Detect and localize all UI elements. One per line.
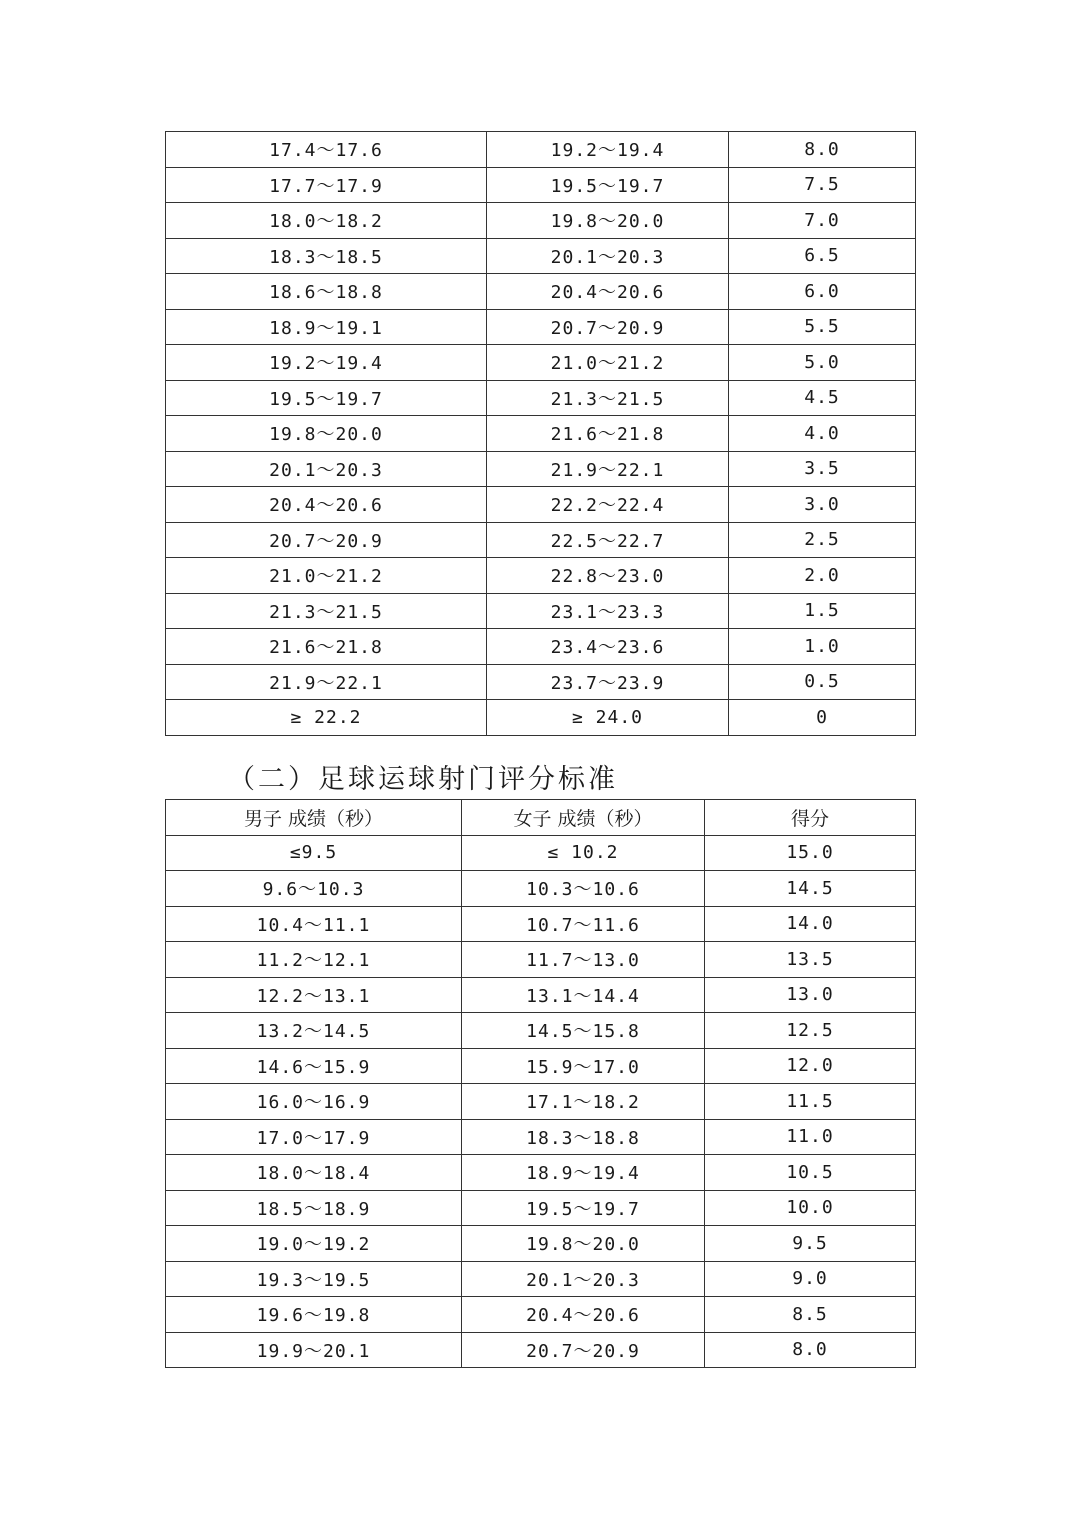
cell-score: 14.0 xyxy=(705,906,916,942)
cell-male-time: 21.9～22.1 xyxy=(166,664,487,700)
cell-female-time: 20.7～20.9 xyxy=(487,309,729,345)
cell-male-time: 19.2～19.4 xyxy=(166,345,487,381)
cell-score: 3.0 xyxy=(729,487,916,523)
table-row xyxy=(166,593,916,629)
cell-score: 13.5 xyxy=(705,942,916,978)
score-table-continued xyxy=(165,131,916,736)
table-row xyxy=(166,871,916,907)
table-row xyxy=(166,942,916,978)
table-row xyxy=(166,203,916,239)
cell-male-time: 17.7～17.9 xyxy=(166,167,487,203)
cell-male-time: 19.8～20.0 xyxy=(166,416,487,452)
cell-score: 0 xyxy=(729,700,916,736)
cell-score: 15.0 xyxy=(705,835,916,871)
cell-male-time: 11.2～12.1 xyxy=(166,942,462,978)
cell-male-time: 9.6～10.3 xyxy=(166,871,462,907)
cell-male-time: 13.2～14.5 xyxy=(166,1013,462,1049)
cell-score: 14.5 xyxy=(705,871,916,907)
table-row xyxy=(166,522,916,558)
table-row xyxy=(166,167,916,203)
table-row xyxy=(166,906,916,942)
cell-score: 9.0 xyxy=(705,1261,916,1297)
cell-female-time: 10.3～10.6 xyxy=(462,871,705,907)
cell-score: 3.5 xyxy=(729,451,916,487)
cell-female-time: 20.7～20.9 xyxy=(462,1332,705,1368)
table-row xyxy=(166,1013,916,1049)
cell-score: 1.0 xyxy=(729,629,916,665)
header-female-time: 女子 成绩（秒） xyxy=(462,800,705,836)
cell-female-time: 20.4～20.6 xyxy=(462,1297,705,1333)
table-row xyxy=(166,1261,916,1297)
cell-female-time: 20.1～20.3 xyxy=(462,1261,705,1297)
cell-score: 7.5 xyxy=(729,167,916,203)
cell-female-time: 11.7～13.0 xyxy=(462,942,705,978)
table-row xyxy=(166,1155,916,1191)
header-male-time: 男子 成绩（秒） xyxy=(166,800,462,836)
table-row xyxy=(166,345,916,381)
section-heading-football-dribble-shoot: （二）足球运球射门评分标准 xyxy=(228,764,618,795)
table-row xyxy=(166,664,916,700)
cell-male-time: 10.4～11.1 xyxy=(166,906,462,942)
cell-male-time: 19.9～20.1 xyxy=(166,1332,462,1368)
table-row xyxy=(166,274,916,310)
table-row xyxy=(166,1297,916,1333)
cell-female-time: 23.4～23.6 xyxy=(487,629,729,665)
table-row xyxy=(166,558,916,594)
table-row xyxy=(166,380,916,416)
cell-female-time: 23.1～23.3 xyxy=(487,593,729,629)
cell-score: 5.5 xyxy=(729,309,916,345)
cell-female-time: 21.6～21.8 xyxy=(487,416,729,452)
cell-female-time: 22.2～22.4 xyxy=(487,487,729,523)
cell-score: 10.5 xyxy=(705,1155,916,1191)
football-dribble-shoot-score-table xyxy=(165,799,916,1368)
cell-male-time: 18.9～19.1 xyxy=(166,309,487,345)
cell-score: 5.0 xyxy=(729,345,916,381)
cell-male-time: 18.0～18.2 xyxy=(166,203,487,239)
cell-female-time: 17.1～18.2 xyxy=(462,1084,705,1120)
table-row xyxy=(166,238,916,274)
cell-female-time: 19.8～20.0 xyxy=(487,203,729,239)
cell-score: 4.0 xyxy=(729,416,916,452)
cell-male-time: 18.5～18.9 xyxy=(166,1190,462,1226)
cell-score: 6.0 xyxy=(729,274,916,310)
table-row xyxy=(166,1048,916,1084)
cell-male-time: ≤9.5 xyxy=(166,835,462,871)
cell-male-time: ≥ 22.2 xyxy=(166,700,487,736)
cell-female-time: 15.9～17.0 xyxy=(462,1048,705,1084)
cell-score: 8.0 xyxy=(705,1332,916,1368)
cell-score: 11.0 xyxy=(705,1119,916,1155)
table-header-row xyxy=(166,800,916,836)
table-row xyxy=(166,1084,916,1120)
cell-female-time: 20.1～20.3 xyxy=(487,238,729,274)
cell-score: 4.5 xyxy=(729,380,916,416)
football-dribble-shoot-score-table-body xyxy=(166,800,916,1368)
cell-score: 9.5 xyxy=(705,1226,916,1262)
cell-male-time: 18.0～18.4 xyxy=(166,1155,462,1191)
cell-score: 8.5 xyxy=(705,1297,916,1333)
cell-score: 2.5 xyxy=(729,522,916,558)
cell-male-time: 19.3～19.5 xyxy=(166,1261,462,1297)
cell-female-time: 19.5～19.7 xyxy=(487,167,729,203)
cell-score: 12.5 xyxy=(705,1013,916,1049)
cell-score: 6.5 xyxy=(729,238,916,274)
table-row xyxy=(166,629,916,665)
cell-female-time: 21.3～21.5 xyxy=(487,380,729,416)
cell-male-time: 12.2～13.1 xyxy=(166,977,462,1013)
table-row xyxy=(166,1226,916,1262)
table-row xyxy=(166,451,916,487)
cell-male-time: 16.0～16.9 xyxy=(166,1084,462,1120)
table-row xyxy=(166,1190,916,1226)
cell-male-time: 21.3～21.5 xyxy=(166,593,487,629)
cell-female-time: 23.7～23.9 xyxy=(487,664,729,700)
cell-score: 10.0 xyxy=(705,1190,916,1226)
cell-female-time: 14.5～15.8 xyxy=(462,1013,705,1049)
cell-male-time: 20.1～20.3 xyxy=(166,451,487,487)
cell-female-time: 18.3～18.8 xyxy=(462,1119,705,1155)
cell-male-time: 20.4～20.6 xyxy=(166,487,487,523)
cell-female-time: ≥ 24.0 xyxy=(487,700,729,736)
cell-female-time: 21.0～21.2 xyxy=(487,345,729,381)
cell-score: 0.5 xyxy=(729,664,916,700)
cell-male-time: 17.4～17.6 xyxy=(166,132,487,168)
cell-female-time: 20.4～20.6 xyxy=(487,274,729,310)
cell-female-time: 22.8～23.0 xyxy=(487,558,729,594)
cell-score: 11.5 xyxy=(705,1084,916,1120)
cell-male-time: 21.0～21.2 xyxy=(166,558,487,594)
cell-male-time: 18.3～18.5 xyxy=(166,238,487,274)
cell-score: 8.0 xyxy=(729,132,916,168)
cell-male-time: 19.0～19.2 xyxy=(166,1226,462,1262)
table-row xyxy=(166,1332,916,1368)
table-row xyxy=(166,835,916,871)
cell-male-time: 21.6～21.8 xyxy=(166,629,487,665)
cell-female-time: 19.5～19.7 xyxy=(462,1190,705,1226)
table-row xyxy=(166,416,916,452)
cell-score: 12.0 xyxy=(705,1048,916,1084)
table-row xyxy=(166,1119,916,1155)
score-table-continued-body xyxy=(166,132,916,736)
cell-male-time: 14.6～15.9 xyxy=(166,1048,462,1084)
table-row xyxy=(166,700,916,736)
cell-female-time: ≤ 10.2 xyxy=(462,835,705,871)
cell-score: 13.0 xyxy=(705,977,916,1013)
cell-male-time: 18.6～18.8 xyxy=(166,274,487,310)
cell-female-time: 21.9～22.1 xyxy=(487,451,729,487)
cell-male-time: 17.0～17.9 xyxy=(166,1119,462,1155)
cell-female-time: 18.9～19.4 xyxy=(462,1155,705,1191)
table-row xyxy=(166,487,916,523)
table-row xyxy=(166,309,916,345)
table-row xyxy=(166,132,916,168)
cell-female-time: 10.7～11.6 xyxy=(462,906,705,942)
cell-male-time: 19.5～19.7 xyxy=(166,380,487,416)
cell-female-time: 22.5～22.7 xyxy=(487,522,729,558)
cell-male-time: 20.7～20.9 xyxy=(166,522,487,558)
cell-female-time: 19.2～19.4 xyxy=(487,132,729,168)
cell-score: 2.0 xyxy=(729,558,916,594)
cell-female-time: 19.8～20.0 xyxy=(462,1226,705,1262)
table-row xyxy=(166,977,916,1013)
cell-score: 1.5 xyxy=(729,593,916,629)
cell-female-time: 13.1～14.4 xyxy=(462,977,705,1013)
cell-score: 7.0 xyxy=(729,203,916,239)
cell-male-time: 19.6～19.8 xyxy=(166,1297,462,1333)
header-score: 得分 xyxy=(705,800,916,836)
